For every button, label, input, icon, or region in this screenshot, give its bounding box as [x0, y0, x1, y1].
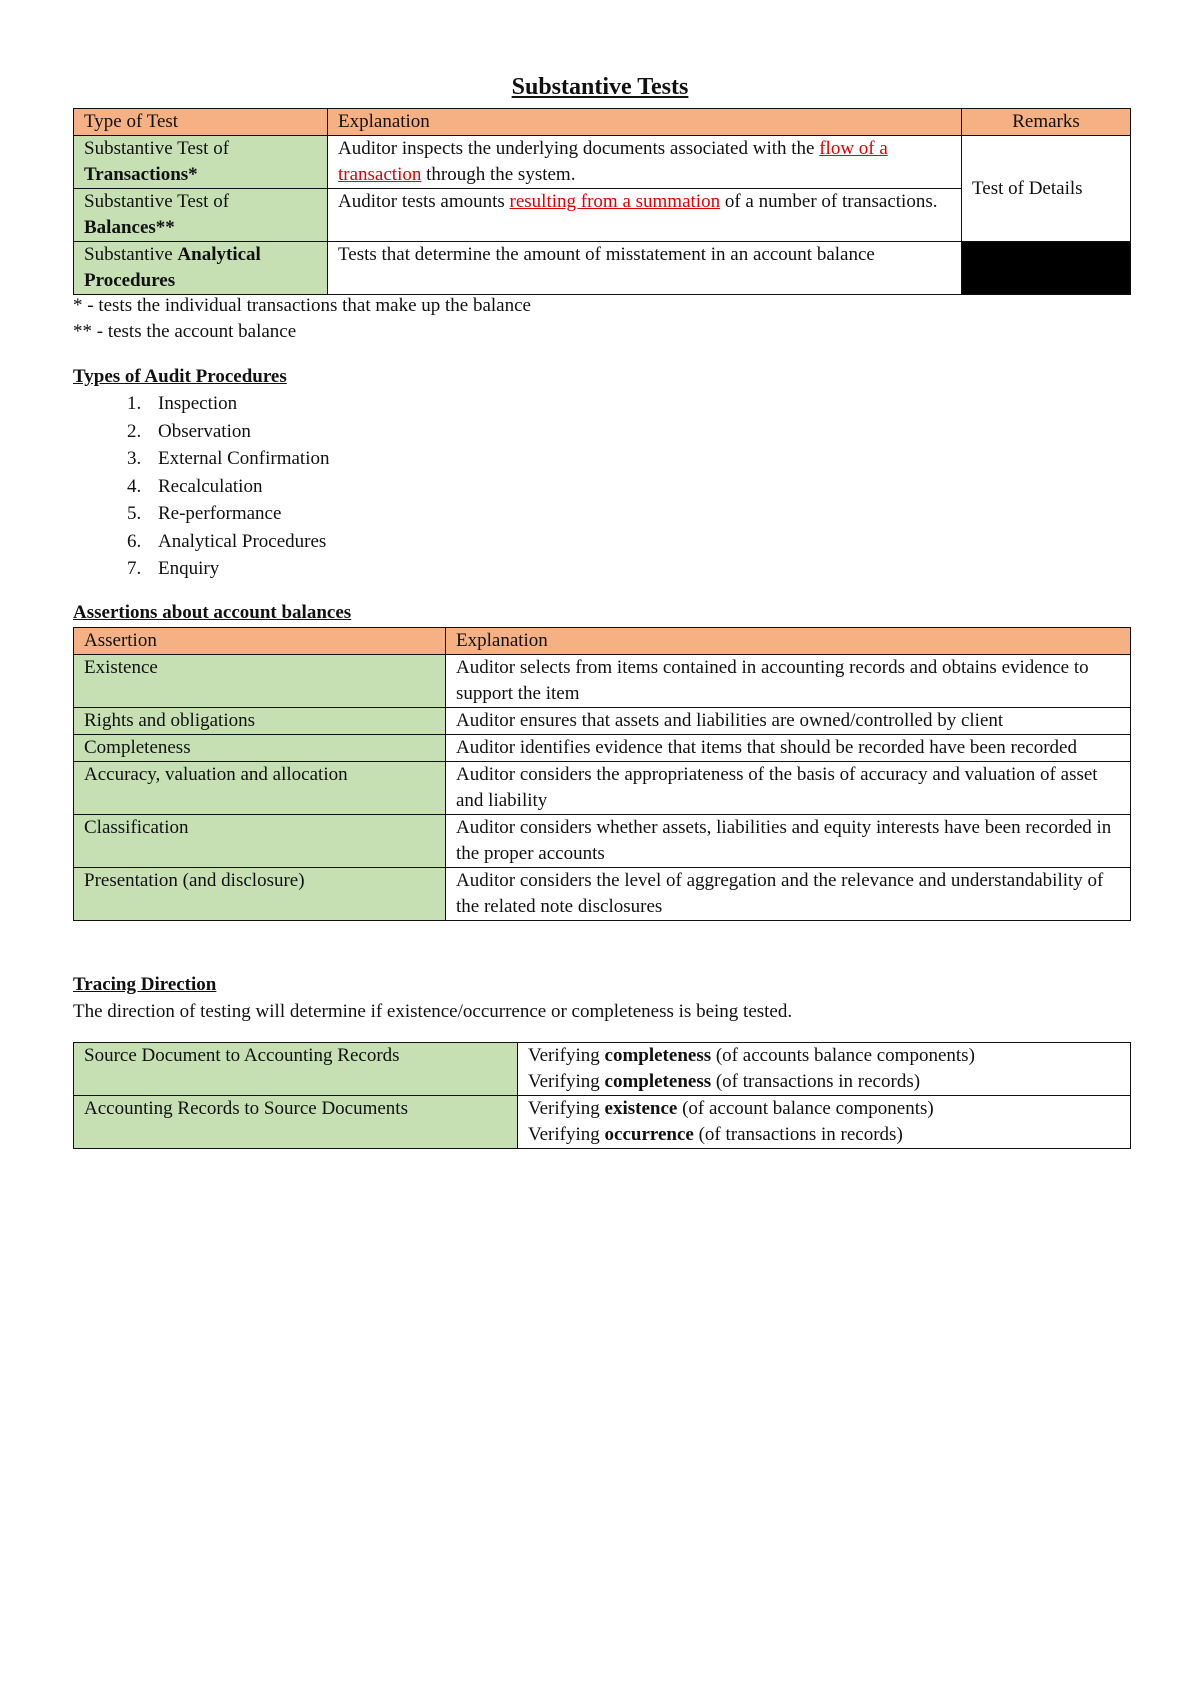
explanation-cell: Auditor considers the level of aggregation and the relevance and understandability of the related note disclosures	[446, 868, 1131, 921]
table-row	[74, 1096, 1131, 1149]
flow-of-transaction-link[interactable]: flow of a transaction	[338, 138, 888, 185]
verification-cell	[518, 1096, 1131, 1149]
table-row	[74, 242, 1131, 295]
direction-cell: Accounting Records to Source Documents	[74, 1096, 518, 1149]
explanation-cell: Auditor identifies evidence that items that should be recorded have been recorded	[446, 735, 1131, 762]
procedures-list	[73, 390, 329, 583]
list-item: 1. Inspection	[146, 390, 329, 418]
assertion-cell: Accuracy, valuation and allocation	[74, 762, 446, 815]
explanation-cell: Auditor considers the appropriateness of the basis of accuracy and valuation of asset and liability	[446, 762, 1131, 815]
procedures-heading: Types of Audit Procedures	[73, 366, 287, 387]
explanation-cell: Auditor ensures that assets and liabilities are owned/controlled by client	[446, 708, 1131, 735]
test-type-plain: Substantive Test of	[84, 138, 230, 159]
explanation-cell: Auditor selects from items contained in accounting records and obtains evidence to support the item	[446, 655, 1131, 708]
list-item: 4. Recalculation	[146, 473, 329, 501]
list-item: 7. Enquiry	[146, 555, 329, 583]
list-item: 5. Re-performance	[146, 500, 329, 528]
explanation-text: through the system.	[426, 164, 576, 185]
tracing-heading: Tracing Direction	[73, 974, 217, 995]
table-row	[74, 136, 1131, 189]
assertions-table	[73, 627, 1131, 921]
table-header-row	[74, 628, 1131, 655]
test-type-cell	[74, 189, 328, 242]
explanation-text: Auditor inspects the underlying documents associated with the	[338, 138, 815, 159]
header-explanation: Explanation	[328, 109, 962, 136]
table-header-row	[74, 109, 1131, 136]
test-type-bold: Transactions*	[84, 164, 198, 185]
assertion-cell: Rights and obligations	[74, 708, 446, 735]
test-type-bold: Analytical Procedures	[84, 244, 261, 291]
table-row	[74, 655, 1131, 708]
table-row	[74, 815, 1131, 868]
list-item: 3. External Confirmation	[146, 445, 329, 473]
explanation-text: Auditor tests amounts	[338, 191, 505, 212]
page-title: Substantive Tests	[511, 74, 689, 100]
table-row	[74, 708, 1131, 735]
header-assertion: Assertion	[74, 628, 446, 655]
explanation-cell	[328, 189, 962, 242]
direction-cell: Source Document to Accounting Records	[74, 1043, 518, 1096]
assertion-cell: Existence	[74, 655, 446, 708]
footnote-transactions: * - tests the individual transactions that make up the balance	[73, 295, 531, 316]
explanation-cell: Auditor considers whether assets, liabilities and equity interests have been recorded in the proper accounts	[446, 815, 1131, 868]
table-row	[74, 1043, 1131, 1096]
summation-link[interactable]: resulting from a summation	[509, 191, 721, 212]
table-row	[74, 868, 1131, 921]
assertion-cell: Classification	[74, 815, 446, 868]
tracing-table	[73, 1042, 1131, 1149]
explanation-cell	[328, 136, 962, 189]
verification-cell	[518, 1043, 1131, 1096]
test-type-bold: Balances**	[84, 217, 175, 238]
test-type-cell	[74, 136, 328, 189]
table-row	[74, 762, 1131, 815]
substantive-tests-table	[73, 108, 1131, 295]
test-type-plain: Substantive Test of	[84, 191, 230, 212]
tracing-description: The direction of testing will determine if existence/occurrence or completeness is being tested.	[73, 1001, 793, 1022]
header-remarks: Remarks	[962, 109, 1131, 136]
remarks-blank-cell	[962, 242, 1131, 295]
explanation-text: of a number of transactions.	[724, 191, 938, 212]
header-type-of-test: Type of Test	[74, 109, 328, 136]
verification-line: Verifying completeness (of accounts balance components)	[528, 1045, 975, 1066]
list-item: 6. Analytical Procedures	[146, 528, 329, 556]
verification-line: Verifying existence (of account balance components)	[528, 1098, 934, 1119]
assertions-heading: Assertions about account balances	[73, 602, 352, 623]
remarks-cell: Test of Details	[962, 136, 1131, 242]
header-explanation: Explanation	[446, 628, 1131, 655]
test-type-plain: Substantive	[84, 244, 173, 265]
footnote-balances: ** - tests the account balance	[73, 321, 297, 342]
list-item: 2. Observation	[146, 418, 329, 446]
assertion-cell: Completeness	[74, 735, 446, 762]
test-type-cell	[74, 242, 328, 295]
verification-line: Verifying occurrence (of transactions in records)	[528, 1124, 903, 1145]
table-row	[74, 735, 1131, 762]
explanation-cell: Tests that determine the amount of misstatement in an account balance	[328, 242, 962, 295]
verification-line: Verifying completeness (of transactions in records)	[528, 1071, 921, 1092]
assertion-cell: Presentation (and disclosure)	[74, 868, 446, 921]
